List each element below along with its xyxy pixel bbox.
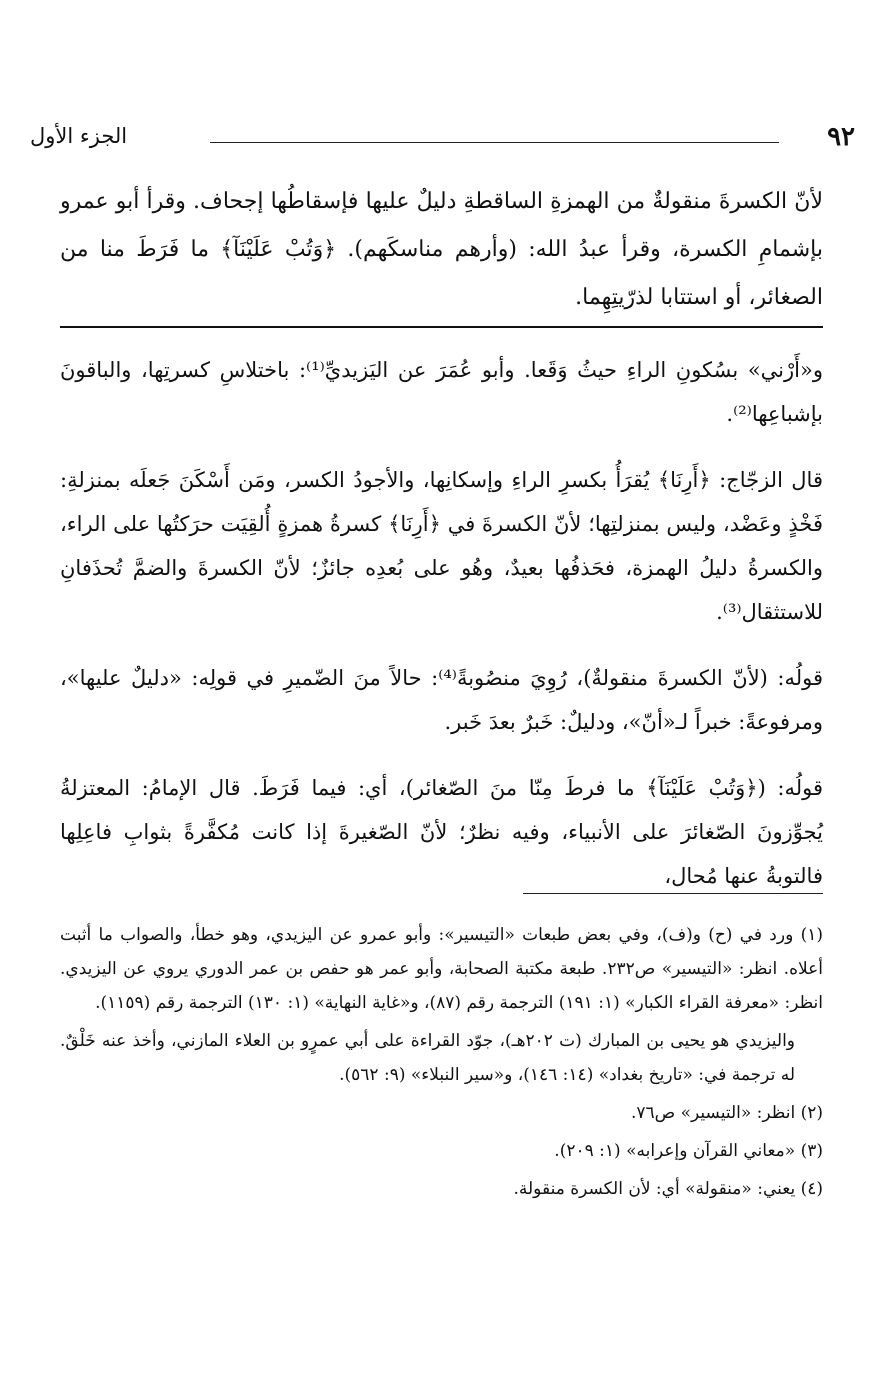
footnote-1-continuation: واليزيدي هو يحيى بن المبارك (ت ٢٠٢هـ)، جوّد القراءة على أبي عمرٍو بن العلاء المازني، وأخذ عنه خَلْقٌ. له ترجمة في: «تاريخ بغداد» (١٤: ١٤٦)، و«سير النبلاء» (٩: ٥٦٢). [60, 1031, 795, 1085]
header-rule [210, 142, 779, 143]
footnote-4: (٤) يعني: «منقولة» أي: لأن الكسرة منقولة. [513, 1179, 823, 1199]
footnote-1: (١) ورد في (ح) و(ف)، وفي بعض طبعات «التيسير»: وأبو عمرو عن اليزيدي، وهو خطأ، والصواب ما أثبت أعلاه. انظر: «التيسير» ص٢٣٢. طبعة مكتبة الصحابة، وأبو عمر هو حفص بن عمر الدوري يروي عن اليزيدي. انظر: «معرفة القراء الكبار» (١: ١٩١) الترجمة رقم (٨٧)، و«غاية النهاية» (١: ١٣٠) الترجمة رقم (١١٥٩). [60, 925, 824, 1013]
footnote-separator [523, 893, 823, 894]
page-header [30, 118, 855, 162]
footnote-2: (٢) انظر: «التيسير» ص٧٦. [631, 1103, 823, 1123]
main-text [60, 178, 823, 322]
footnote-3: (٣) «معاني القرآن وإعرابه» (١: ٢٠٩). [554, 1141, 823, 1161]
commentary [60, 348, 823, 920]
commentary-paragraph: قولُه: (لأنّ الكسرةَ منقولةٌ)، رُوِيَ منصُوبةً⁽⁴⁾: حالاً منَ الضّميرِ في قولِه: «دليلٌ عليها»، ومرفوعةً: خبراً لـ«أنّ»، ودليلٌ: خَبرٌ بعدَ خَبر. [60, 666, 823, 734]
main-text-divider [60, 326, 823, 328]
main-text-paragraph: لأنّ الكسرةَ منقولةٌ من الهمزةِ الساقطةِ دليلٌ عليها فإسقاطُها إجحاف. وقرأ أبو عمرو بإشمامِ الكسرة، وقرأ عبدُ الله: (وأرهم مناسكَهم). ﴿وَتُبْ عَلَيْنَآ﴾ ما فَرَطَ منا من الصغائر، أو استتابا لذرّيتِهِما. [60, 189, 823, 310]
commentary-paragraph: قولُه: (﴿وَتُبْ عَلَيْنَآ﴾ ما فرطَ مِنّا منَ الصّغائر)، أي: فيما فَرَطَ. قال الإمامُ: المعتزلةُ يُجوِّزونَ الصّغائرَ على الأنبياء، وفيه نظرٌ؛ لأنّ الصّغيرةَ إذا كانت مُكفَّرةً بثوابِ فاعِلِها فالتوبةُ عنها مُحال، [60, 776, 823, 888]
commentary-paragraph: و«أَرْني» بسُكونِ الراءِ حيثُ وَقَعا. وأبو عُمَرَ عن اليَزيديِّ⁽¹⁾: باختلاسِ كسرتِها، والباقونَ بإشباعِها⁽²⁾. [60, 358, 823, 426]
page-number: ٩٢ [827, 122, 855, 152]
running-title: الجزء الأول [30, 124, 128, 148]
footnotes [60, 918, 823, 1210]
commentary-paragraph: قال الزجّاج: ﴿أَرِنَا﴾ يُقرَأُ بكسرِ الراءِ وإسكانِها، والأجودُ الكسر، ومَن أَسْكَنَ جَعلَه بمنزلةِ: فَخْذٍ وعَضْد، وليس بمنزلتِها؛ لأنّ الكسرةَ في ﴿أَرِنَا﴾ كسرةُ همزةٍ أُلقِيَت حرَكتُها على الراء، والكسرةُ دليلُ الهمزة، فحَذفُها بعيدٌ، وهُو على بُعدِه جائزٌ؛ لأنّ الكسرةَ والضمَّ تُحذَفانِ للاستثقال⁽³⁾. [60, 468, 823, 624]
